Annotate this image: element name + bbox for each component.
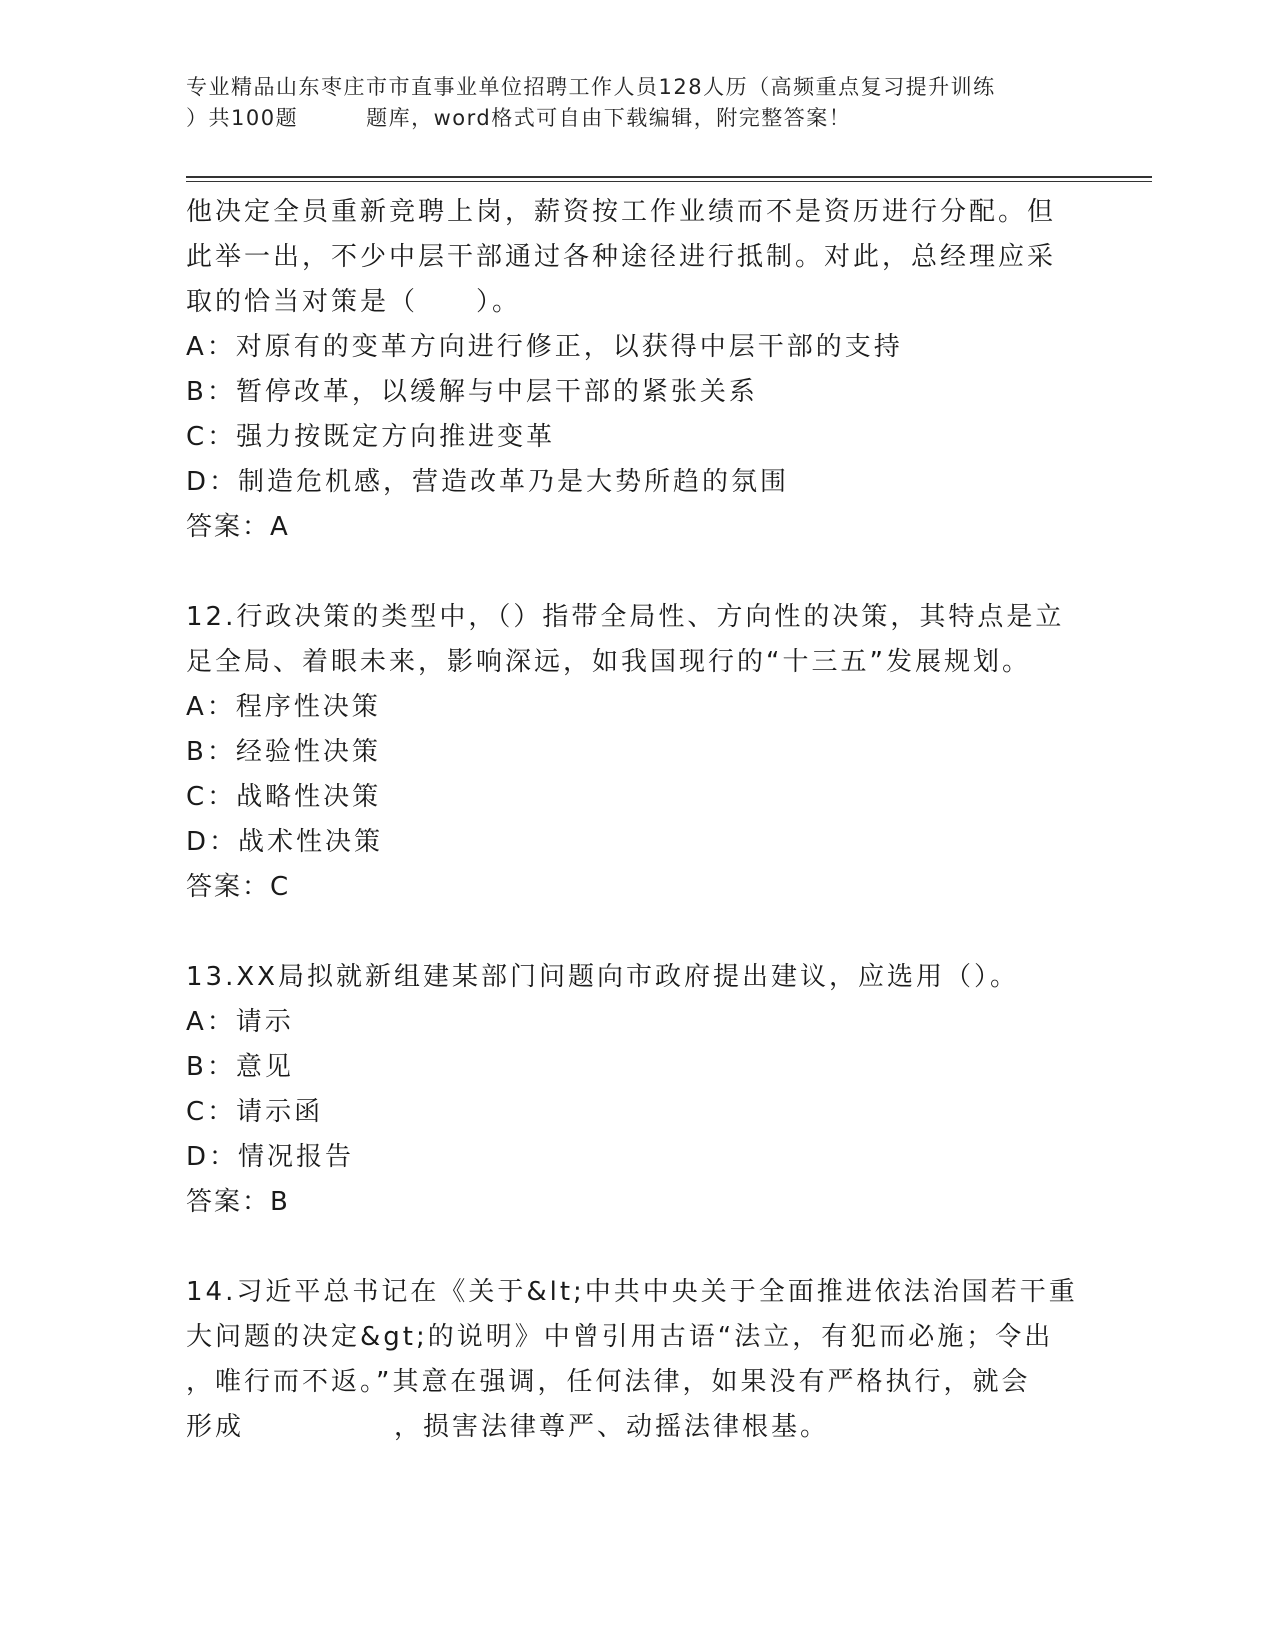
answer: 答案：C [186,872,291,902]
option-c: C：战略性决策 [186,782,382,812]
header-line-2-part-b: 题库，word格式可自由下载编辑，附完整答案！ [366,106,852,130]
question-12 [186,595,1086,910]
question-text-line: 大问题的决定&gt;的说明》中曾引用古语“法立，有犯而必施；令出 [186,1322,1054,1352]
header-divider-thin [186,181,1152,182]
question-text-line: ，唯行而不返。”其意在强调，任何法律，如果没有严格执行，就会 [186,1367,1031,1397]
option-b: B：暂停改革，以缓解与中层干部的紧张关系 [186,377,758,407]
header-line-2 [186,103,1086,134]
question-text-line: 12.行政决策的类型中，（）指带全局性、方向性的决策，其特点是立 [186,602,1065,632]
question-11 [186,190,1086,550]
question-14 [186,1270,1086,1450]
answer: 答案：A [186,512,290,542]
question-text-line: 足全局、着眼未来，影响深远，如我国现行的“十三五”发展规划。 [186,647,1031,677]
document-header [186,72,1086,134]
option-a: A：对原有的变革方向进行修正，以获得中层干部的支持 [186,332,903,362]
option-c: C：强力按既定方向推进变革 [186,422,556,452]
question-13 [186,955,1086,1225]
question-text-line: 此举一出，不少中层干部通过各种途径进行抵制。对此，总经理应采 [186,242,1057,272]
question-text-part: ，损害法律尊严、动摇法律根基。 [394,1412,830,1442]
header-divider-thick [186,176,1152,178]
option-b: B：经验性决策 [186,737,381,767]
question-text-line: 14.习近平总书记在《关于&lt;中共中央关于全面推进依法治国若干重 [186,1277,1078,1307]
header-line-1: 专业精品山东枣庄市市直事业单位招聘工作人员128人历（高频重点复习提升训练 [186,75,996,99]
question-text-line: 13.XX局拟就新组建某部门问题向市政府提出建议，应选用（）。 [186,962,1019,992]
question-text-line: 他决定全员重新竞聘上岗，薪资按工作业绩而不是资历进行分配。但 [186,197,1057,227]
header-line-2-part-a: ）共100题 [186,106,299,130]
option-d: D：情况报告 [186,1142,355,1172]
question-text-line: 取的恰当对策是（ ）。 [186,287,522,317]
option-c: C：请示函 [186,1097,324,1127]
option-d: D：制造危机感，营造改革乃是大势所趋的氛围 [186,467,790,497]
spacer [186,1225,1086,1270]
question-text-line-last [186,1405,1086,1450]
question-text-part: 形成 [186,1412,245,1442]
spacer [186,910,1086,955]
option-a: A：程序性决策 [186,692,381,722]
option-a: A：请示 [186,1007,294,1037]
option-d: D：战术性决策 [186,827,384,857]
answer: 答案：B [186,1187,290,1217]
option-b: B：意见 [186,1052,294,1082]
spacer [186,550,1086,595]
document-body [186,190,1086,1450]
